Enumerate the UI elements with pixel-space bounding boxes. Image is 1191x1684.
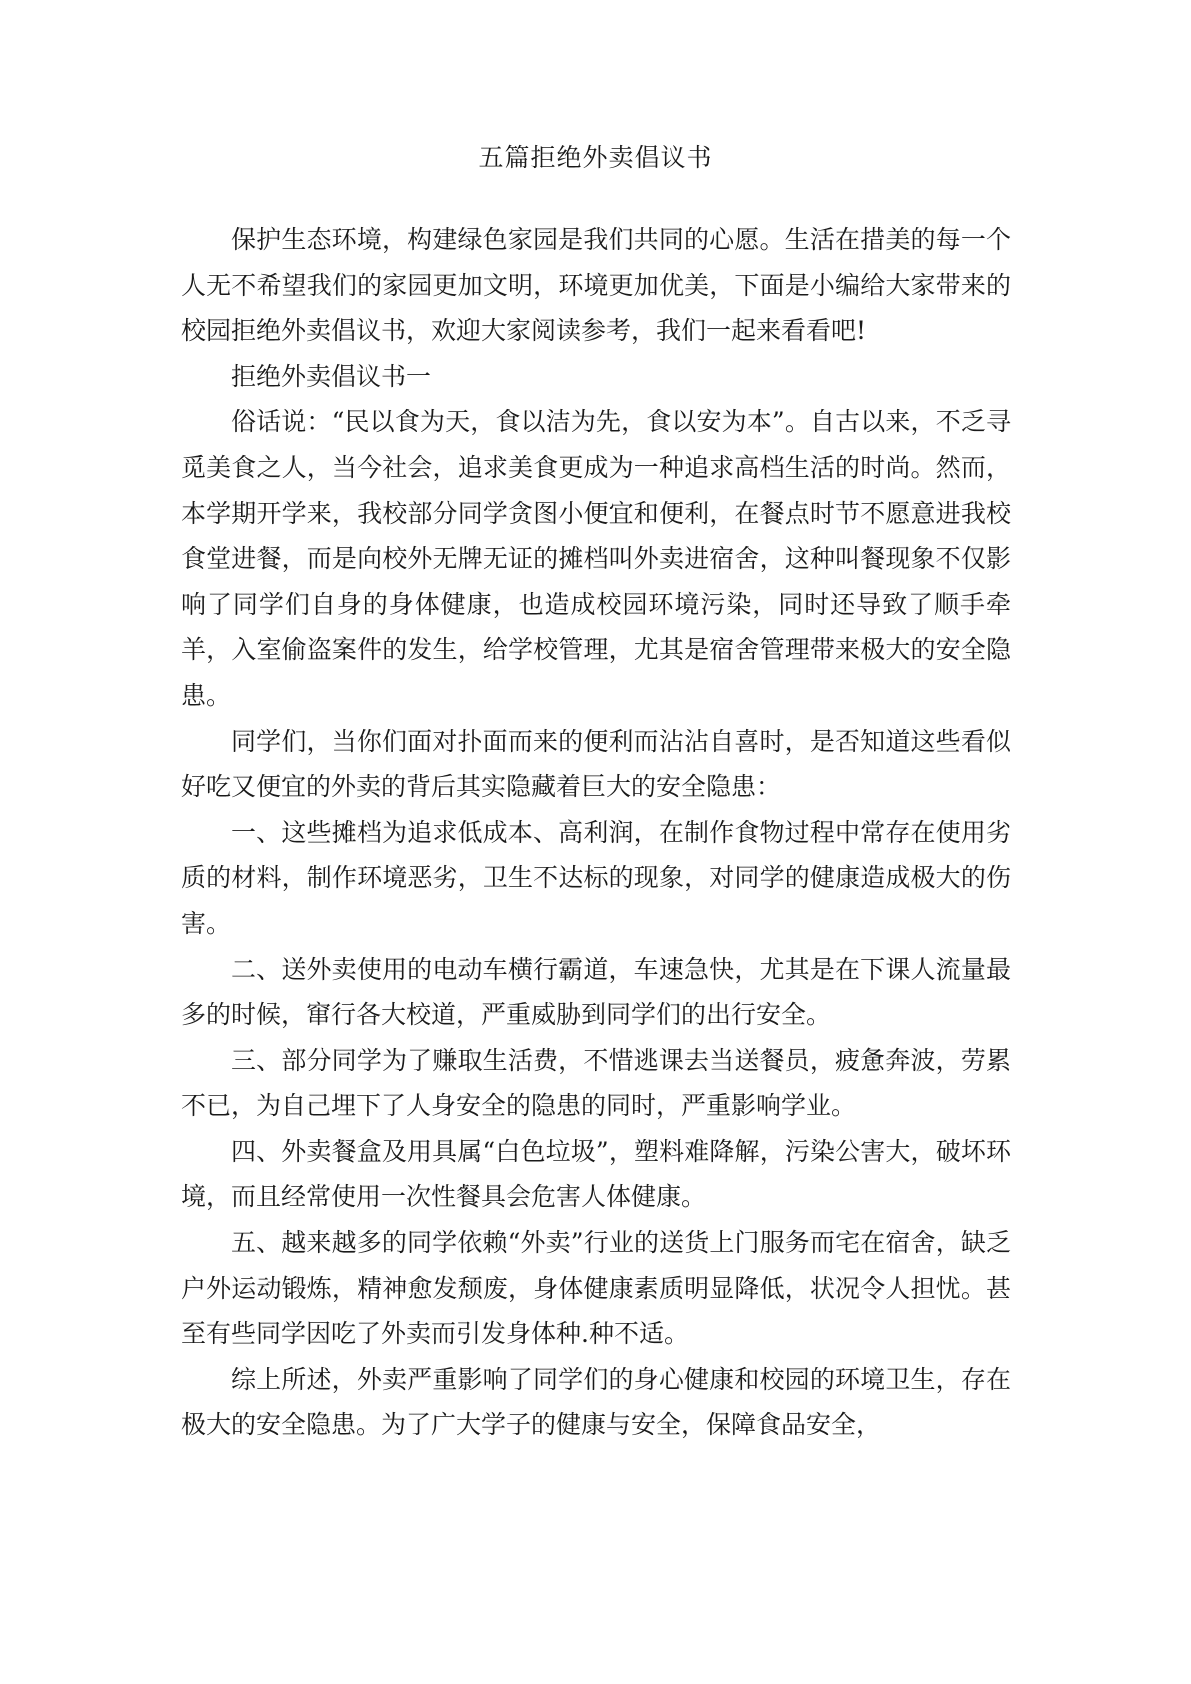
document-body: [181, 217, 1011, 1448]
paragraph-point-2: 二、送外卖使用的电动车横行霸道，车速急快，尤其是在下课人流量最多的时候，窜行各大校道，严重威胁到同学们的出行安全。: [181, 954, 1011, 1030]
paragraph-intro: 保护生态环境，构建绿色家园是我们共同的心愿。生活在措美的每一个人无不希望我们的家园更加文明，环境更加优美，下面是小编给大家带来的校园拒绝外卖倡议书，欢迎大家阅读参考，我们一起来看看吧!: [181, 225, 1011, 346]
paragraph-question: 同学们，当你们面对扑面而来的便利而沾沾自喜时，是否知道这些看似好吃又便宜的外卖的背后其实隐藏着巨大的安全隐患：: [181, 726, 1011, 802]
paragraph-point-5: 五、越来越多的同学依赖“外卖”行业的送货上门服务而宅在宿舍，缺乏户外运动锻炼，精神愈发颓废，身体健康素质明显降低，状况令人担忧。甚至有些同学因吃了外卖而引发身体种.种不适。: [181, 1228, 1011, 1349]
section-heading: 拒绝外卖倡议书一: [231, 361, 432, 391]
paragraph-point-1: 一、这些摊档为追求低成本、高利润，在制作食物过程中常存在使用劣质的材料，制作环境恶劣，卫生不达标的现象，对同学的健康造成极大的伤害。: [181, 817, 1011, 938]
paragraph-point-3: 三、部分同学为了赚取生活费，不惜逃课去当送餐员，疲惫奔波，劳累不已，为自己埋下了人身安全的隐患的同时，严重影响学业。: [181, 1045, 1011, 1121]
paragraph-proverb: 俗话说：“民以食为天，食以洁为先，食以安为本”。自古以来，不乏寻觅美食之人，当今社会，追求美食更成为一种追求高档生活的时尚。然而，本学期开学来，我校部分同学贪图小便宜和便利，在餐点时节不愿意进我校食堂进餐，而是向校外无牌无证的摊档叫外卖进宿舍，这种叫餐现象不仅影响了同学们自身的身体健康，也造成校园环境污染，同时还导致了顺手牵羊，入室偷盗案件的发生，给学校管理，尤其是宿舍管理带来极大的安全隐患。: [181, 407, 1011, 710]
document-title: 五篇拒绝外卖倡议书: [478, 143, 713, 172]
paragraph-point-4: 四、外卖餐盒及用具属“白色垃圾”，塑料难降解，污染公害大，破坏环境，而且经常使用一次性餐具会危害人体健康。: [181, 1136, 1011, 1212]
paragraph-summary: 综上所述，外卖严重影响了同学们的身心健康和校园的环境卫生，存在极大的安全隐患。为了广大学子的健康与安全，保障食品安全，: [181, 1364, 1011, 1440]
